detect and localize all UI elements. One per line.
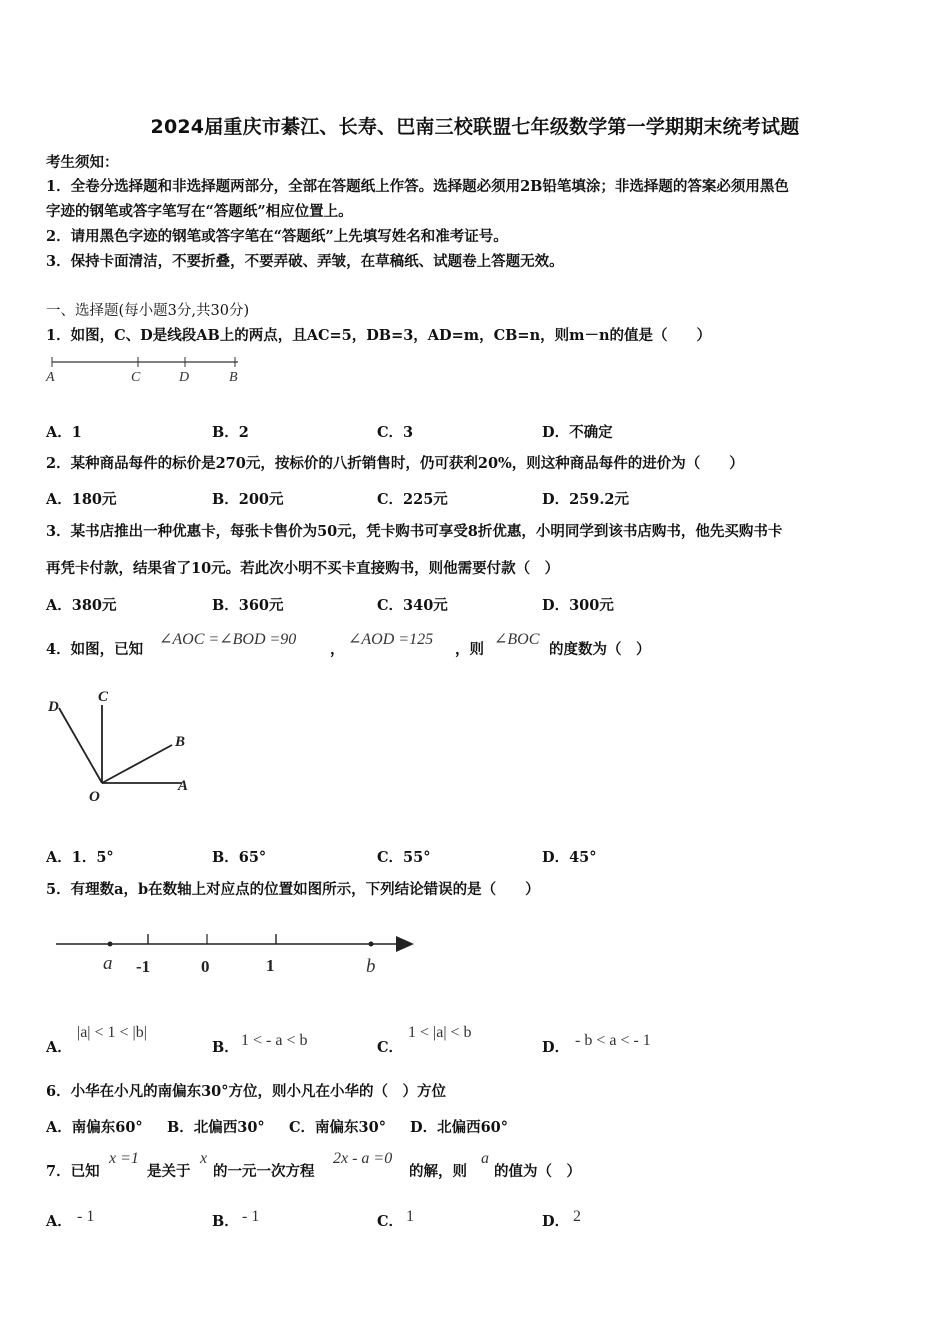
- q5-option-b-formula: 1 < - a < b: [241, 1032, 308, 1049]
- q5-option-c-formula: 1 < |a| < b: [408, 1024, 472, 1041]
- axis-label-b: b: [366, 956, 376, 977]
- axis-label-1: 1: [266, 956, 275, 975]
- q7-mid-text-3: 的解，则: [409, 1163, 467, 1180]
- q3-option-c[interactable]: C．340元: [377, 597, 448, 614]
- q4-formula-angles: ∠AOC =∠BOD =90: [159, 631, 297, 648]
- axis-label-neg1: -1: [136, 957, 151, 976]
- q7-option-a-value: - 1: [77, 1208, 95, 1225]
- question-2-text: 2．某种商品每件的标价是270元，按标价的八折销售时，仍可获利20%，则这种商品每件的进价为（ ）: [46, 455, 744, 472]
- q5-option-a-letter[interactable]: A．: [46, 1039, 72, 1056]
- q5-option-d-letter[interactable]: D．: [542, 1039, 570, 1056]
- q6-option-a[interactable]: A．南偏东60°: [46, 1119, 143, 1136]
- notice-item: 1．全卷分选择题和非选择题两部分，全部在答题纸上作答。选择题必须用2B铅笔填涂；非选择题的答案必须用黑色: [46, 178, 789, 195]
- q6-option-c[interactable]: C．南偏东30°: [289, 1119, 386, 1136]
- question-3-text: 3．某书店推出一种优惠卡，每张卡售价为50元，凭卡购书可享受8折优惠，小明同学到该书店购书，他先买购书卡: [46, 523, 783, 540]
- q4-suffix: 的度数为（ ）: [549, 641, 651, 658]
- axis-label-a: a: [103, 953, 113, 974]
- q7-option-d-value: 2: [573, 1208, 581, 1225]
- question-6-text: 6．小华在小凡的南偏东30°方位，则小凡在小华的（ ）方位: [46, 1083, 447, 1100]
- q6-option-b[interactable]: B．北偏西30°: [167, 1119, 265, 1136]
- q7-formula-x-eq-1: x =1: [109, 1150, 139, 1167]
- q4-mid-text: ，则: [455, 641, 484, 658]
- q5-option-a-formula: |a| < 1 < |b|: [77, 1024, 147, 1041]
- q7-formula-equation: 2x - a =0: [333, 1150, 393, 1167]
- section-heading: 一、选择题(每小题3分,共30分): [46, 303, 250, 319]
- q1-option-b[interactable]: B．2: [212, 424, 249, 441]
- q7-mid-text-2: 的一元一次方程: [213, 1163, 315, 1180]
- question-3-text-cont: 再凭卡付款，结果省了10元。若此次小明不买卡直接购书，则他需要付款（ ）: [46, 560, 560, 577]
- q3-option-d[interactable]: D．300元: [542, 597, 614, 614]
- q4-separator: ，: [330, 641, 345, 658]
- notice-item: 2．请用黑色字迹的钢笔或答字笔在“答题纸”上先填写姓名和准考证号。: [46, 228, 508, 245]
- q3-option-a[interactable]: A．380元: [46, 597, 117, 614]
- q7-option-a-letter[interactable]: A．: [46, 1213, 72, 1230]
- axis-label-0: 0: [201, 957, 210, 976]
- ray-label-a: A: [178, 778, 189, 794]
- q7-option-c-letter[interactable]: C．: [377, 1213, 404, 1230]
- point-label-b: B: [229, 370, 238, 385]
- q4-option-c[interactable]: C．55°: [377, 849, 431, 866]
- point-label-a: A: [46, 370, 55, 385]
- q3-option-b[interactable]: B．360元: [212, 597, 284, 614]
- question-4-prefix: 4．如图，已知: [46, 641, 144, 658]
- vertex-label-o: O: [89, 789, 100, 805]
- notice-heading: 考生须知：: [46, 154, 119, 171]
- q7-formula-x: x: [200, 1150, 208, 1167]
- question-1-text: 1．如图，C、D是线段AB上的两点，且AC=5，DB=3，AD=m，CB=n，则m－n的值是（ ）: [46, 327, 711, 344]
- q4-formula-aod: ∠AOD =125: [348, 631, 434, 648]
- q7-option-b-letter[interactable]: B．: [212, 1213, 239, 1230]
- q5-option-b-letter[interactable]: B．: [212, 1039, 239, 1056]
- notice-item: 3．保持卡面清洁，不要折叠，不要弄破、弄皱，在草稿纸、试题卷上答题无效。: [46, 253, 564, 270]
- question-5-text: 5．有理数a，b在数轴上对应点的位置如图所示，下列结论错误的是（ ）: [46, 881, 540, 898]
- ray-label-d: D: [48, 699, 59, 715]
- q1-option-d[interactable]: D．不确定: [542, 424, 613, 441]
- ray-label-c: C: [98, 689, 109, 705]
- q2-option-c[interactable]: C．225元: [377, 491, 448, 508]
- q4-option-a[interactable]: A．1．5°: [46, 849, 114, 866]
- q5-option-c-letter[interactable]: C．: [377, 1039, 404, 1056]
- point-label-d: D: [179, 370, 190, 385]
- q1-option-c[interactable]: C．3: [377, 424, 414, 441]
- q7-mid-text-1: 是关于: [147, 1163, 191, 1180]
- q4-option-d[interactable]: D．45°: [542, 849, 597, 866]
- point-label-c: C: [131, 370, 141, 385]
- q4-option-b[interactable]: B．65°: [212, 849, 267, 866]
- q7-suffix: 的值为（ ）: [494, 1163, 581, 1180]
- q5-option-d-formula: - b < a < - 1: [575, 1032, 651, 1049]
- segment-figure: [44, 353, 244, 387]
- ray-label-b: B: [175, 734, 186, 750]
- q4-formula-boc: ∠BOC: [494, 631, 540, 648]
- q2-option-a[interactable]: A．180元: [46, 491, 117, 508]
- q2-option-b[interactable]: B．200元: [212, 491, 284, 508]
- page-title: 2024届重庆市綦江、长寿、巴南三校联盟七年级数学第一学期期末统考试题: [150, 116, 800, 138]
- notice-item: 字迹的钢笔或答字笔写在“答题纸”相应位置上。: [46, 203, 353, 220]
- q7-formula-a: a: [481, 1150, 489, 1167]
- q7-option-b-value: - 1: [242, 1208, 260, 1225]
- q7-option-d-letter[interactable]: D．: [542, 1213, 570, 1230]
- number-line-figure: [50, 928, 420, 980]
- angle-figure: [44, 683, 194, 808]
- q1-option-a[interactable]: A．1: [46, 424, 82, 441]
- question-7-prefix: 7．已知: [46, 1163, 100, 1180]
- q7-option-c-value: 1: [406, 1208, 414, 1225]
- q2-option-d[interactable]: D．259.2元: [542, 491, 629, 508]
- q6-option-d[interactable]: D．北偏西60°: [410, 1119, 509, 1136]
